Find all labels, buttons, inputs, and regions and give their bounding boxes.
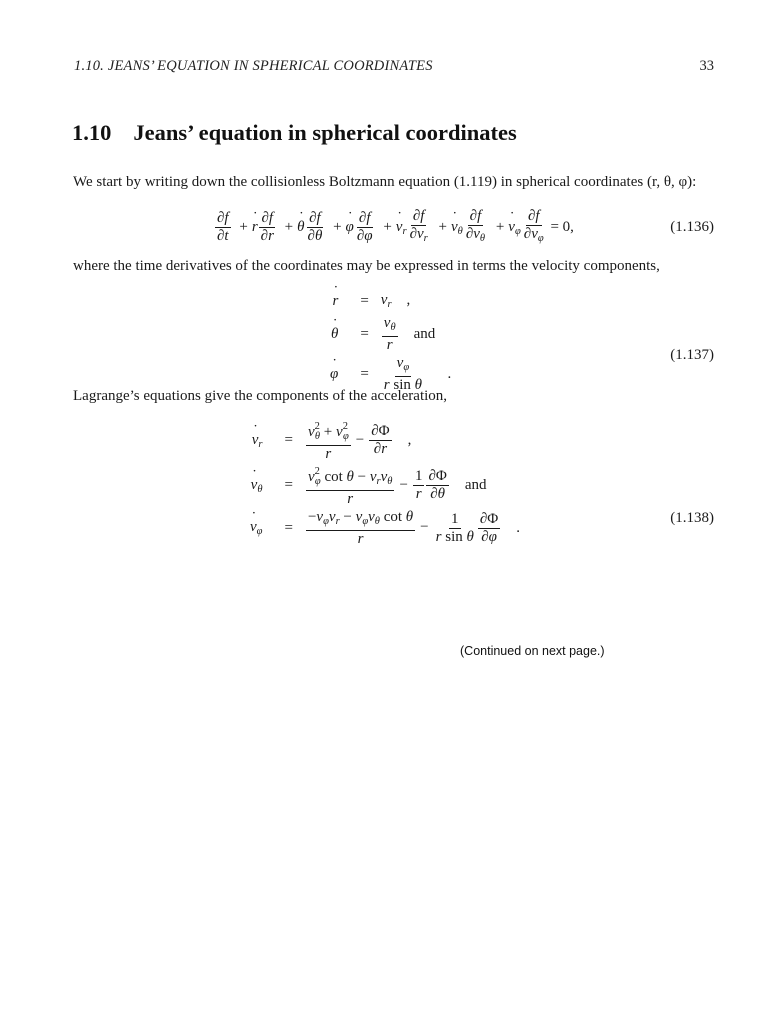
running-header [74,58,714,78]
equation-number-1-136: (1.136) [670,219,714,235]
equation-1-136: $\frac{\partial f}{\partial t}$ +˙ r $\frac{\partial f}{\partial r}$ +˙ θ $\frac{\partial f}{\partial\theta}$ +˙ φ $\frac{\partial f}{\partial\varphi}$ +˙ $v_r$ $\frac{\partial f}{\partial v_r}$ +˙ $v_\theta$ $\frac{\partial f}{\partial v_\theta}$ +˙ $v_\varphi$ $\frac{\partial f}{\partial v_\varphi}$ = 0, [214,208,574,247]
section-number: 1.10 [72,120,112,145]
and-word: and [413,325,436,342]
comma: , [407,431,412,448]
page-number: 33 [699,58,714,74]
continued-note: (Continued on next page.) [460,644,605,658]
equation-number-1-138: (1.138) [670,510,714,526]
period: . [447,365,452,382]
period: . [516,519,521,536]
comma: , [406,292,411,308]
velocities-paragraph: where the time derivatives of the coordinates may be expressed in terms the velocity components, [73,258,660,274]
running-title: 1.10. JEANS’ EQUATION IN SPHERICAL COORDINATES [74,58,433,74]
section-title: Jeans’ equation in spherical coordinates [133,120,517,145]
lagrange-paragraph: Lagrange’s equations give the components of the acceleration, [73,388,448,404]
equation-array-1-138: ˙ $v_r$ = $\frac{v^2_\theta + v^2_\varphi}{r}$ − $\frac{\partial\Phi}{\partial r}$ , ˙ $v_\theta$ = $\frac{v^2_\varphi \cot \theta - v_rv_\theta}{r}$ − $\frac{1}{r}$ $\frac{\partial\Phi}{\partial\theta}$ and ˙ $v_\varphi$ = $\frac{-v_\varphi v_r - v_\varphi v_\theta \cot \theta}{r}$ − $\frac{1}{\text{r sin θ}}$ $\frac{\partial\Phi}{\partial\varphi}$ . [250,418,520,548]
equation-array-1-137: ˙ r = $v_r$ , ˙ θ = $\frac{v_\theta}{r}$ and ˙ φ = $\frac{v_\varphi}{\text{r sin θ}}$ . [330,288,451,394]
and-word: and [464,476,487,493]
section-heading [72,120,712,146]
intro-paragraph: We start by writing down the collisionless Boltzmann equation (1.119) in spherical coordinates (r, θ, φ): [73,174,697,190]
equation-rhs: = 0, [550,218,574,235]
equation-number-1-137: (1.137) [670,347,714,363]
